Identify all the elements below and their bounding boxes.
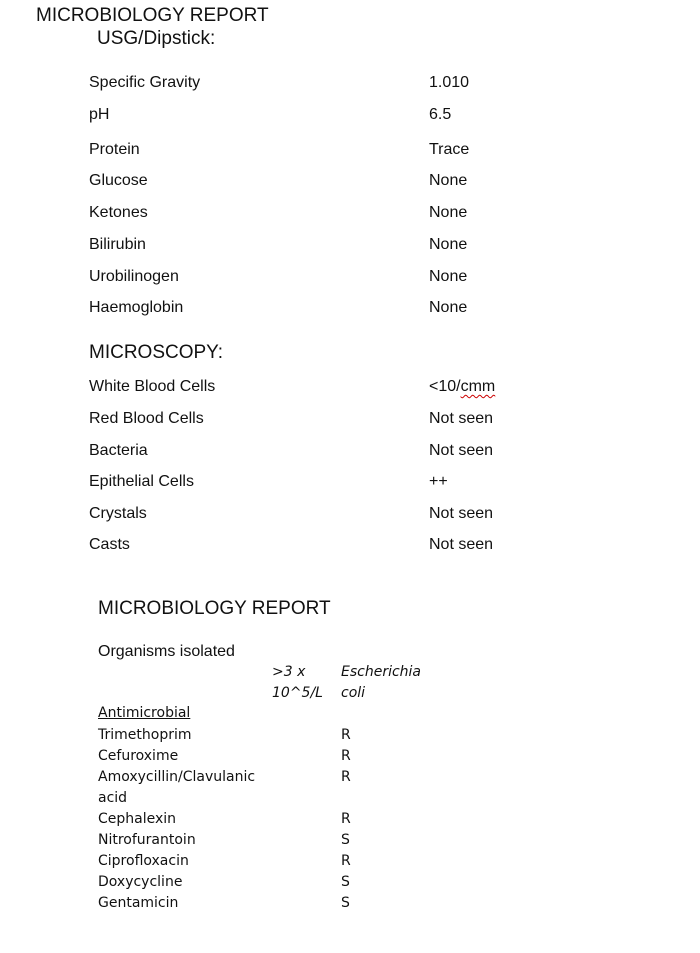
microscopy-label: Red Blood Cells (89, 410, 204, 427)
organisms-isolated-label: Organisms isolated (98, 643, 235, 660)
antimicrobial-name: Cephalexin (98, 811, 177, 827)
antimicrobial-name: Ciprofloxacin (98, 853, 189, 869)
dipstick-value: None (429, 236, 468, 253)
microscopy-value: Not seen (429, 410, 494, 427)
dipstick-label: Protein (89, 141, 140, 158)
microscopy-label: Crystals (89, 505, 147, 522)
antimicrobial-result: R (341, 811, 351, 827)
antimicrobial-result: R (341, 769, 351, 785)
antimicrobial-result: R (341, 727, 351, 743)
dipstick-label: Ketones (89, 204, 148, 221)
spellcheck-flagged-word: cmm (460, 378, 496, 395)
dipstick-value: 6.5 (429, 106, 452, 123)
dipstick-label: Glucose (89, 172, 148, 189)
microscopy-label: White Blood Cells (89, 378, 216, 395)
dipstick-value: None (429, 204, 468, 221)
report-title: MICROBIOLOGY REPORT (36, 5, 269, 26)
dipstick-value: None (429, 299, 468, 316)
microscopy-label: Bacteria (89, 442, 148, 459)
microscopy-value: Not seen (429, 505, 494, 522)
antimicrobial-heading: Antimicrobial (98, 705, 191, 721)
microscopy-label: Epithelial Cells (89, 473, 194, 490)
antimicrobial-name: Amoxycillin/Clavulanic (98, 769, 256, 785)
dipstick-value: None (429, 268, 468, 285)
dipstick-label: Haemoglobin (89, 299, 184, 316)
organism-name: Escherichia (341, 664, 422, 680)
dipstick-label: Bilirubin (89, 236, 146, 253)
colony-count: >3 x (272, 664, 306, 680)
microscopy-value-prefix: <10/ (429, 378, 461, 395)
colony-count-unit: 10^5/L (272, 685, 323, 701)
antimicrobial-name: Doxycycline (98, 874, 183, 890)
dipstick-value: Trace (429, 141, 470, 158)
organism-name-cont: coli (341, 685, 366, 701)
culture-report-title: MICROBIOLOGY REPORT (98, 598, 331, 619)
antimicrobial-name-cont: acid (98, 790, 128, 806)
dipstick-value: None (429, 172, 468, 189)
report-subtitle: USG/Dipstick: (97, 28, 216, 49)
antimicrobial-result: S (341, 832, 350, 848)
microscopy-label: Casts (89, 536, 130, 553)
microscopy-value (429, 378, 495, 396)
dipstick-value: 1.010 (429, 74, 470, 91)
microscopy-value: Not seen (429, 442, 494, 459)
dipstick-label: pH (89, 106, 110, 123)
microscopy-heading: MICROSCOPY: (89, 342, 224, 363)
antimicrobial-result: R (341, 853, 351, 869)
antimicrobial-result: R (341, 748, 351, 764)
antimicrobial-name: Trimethoprim (98, 727, 192, 743)
antimicrobial-result: S (341, 874, 350, 890)
microscopy-value: ++ (429, 473, 448, 490)
dipstick-label: Specific Gravity (89, 74, 201, 91)
antimicrobial-name: Nitrofurantoin (98, 832, 196, 848)
microscopy-value: Not seen (429, 536, 494, 553)
dipstick-label: Urobilinogen (89, 268, 179, 285)
antimicrobial-name: Gentamicin (98, 895, 179, 911)
antimicrobial-result: S (341, 895, 350, 911)
antimicrobial-name: Cefuroxime (98, 748, 179, 764)
